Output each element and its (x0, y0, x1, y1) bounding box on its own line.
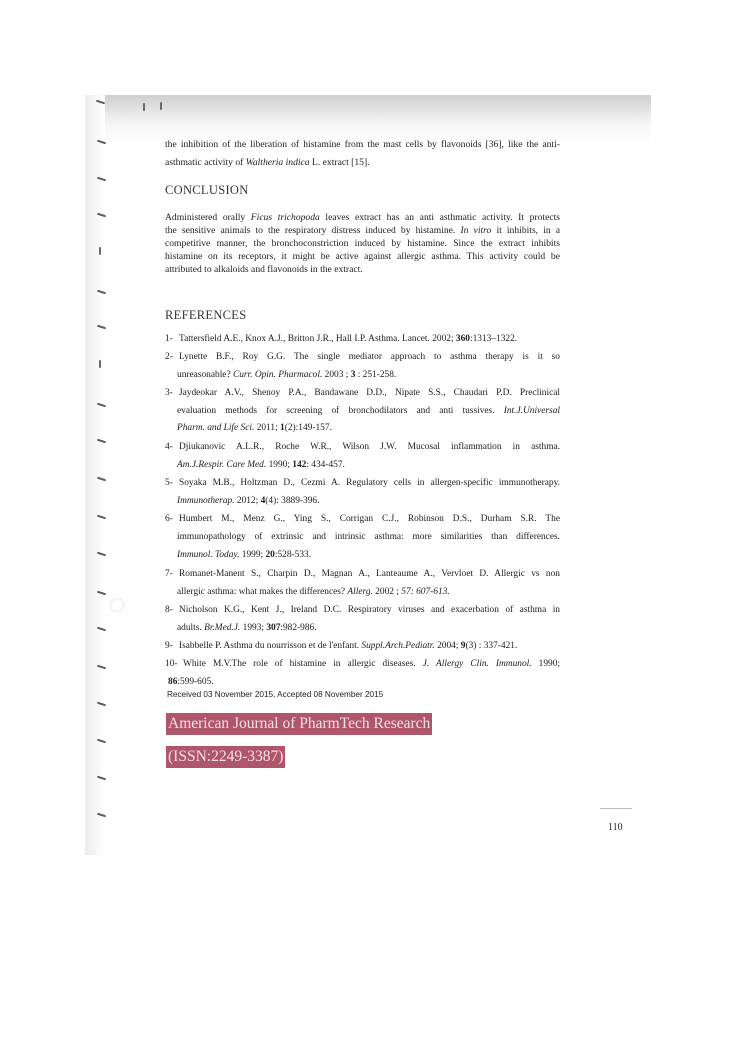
reference-5-cont: Immunotherap. 2012; 4(4): 3889-396. (177, 496, 320, 506)
issn-banner: (ISSN:2249-3387) (166, 746, 285, 768)
reference-8: 8- Nicholson K.G., Kent J., Ireland D.C. Respiratory viruses and exacerbation of asthma in (165, 605, 560, 615)
reference-2-cont: unreasonable? Curr. Opin. Pharmacol. 2003 ; 3 : 251-258. (177, 370, 397, 380)
conclusion-line-5: attributed to alkaloids and flavonoids in the extract. (165, 264, 363, 275)
conclusion-heading: CONCLUSION (165, 183, 249, 197)
received-accepted-dates: Received 03 November 2015, Accepted 08 November 2015 (167, 690, 384, 699)
journal-name-banner: American Journal of PharmTech Research (166, 713, 432, 735)
conclusion-line-4: histamine on its receptors, it might be active against allergic asthma. This activity could be (165, 251, 560, 262)
reference-6-cont-2: Immunol. Today. 1999; 20:528-533. (177, 550, 312, 560)
references-heading: REFERENCES (165, 308, 247, 322)
reference-6: 6- Humbert M., Menz G., Ying S., Corrigan C.J., Robinson D.S., Durham S.R. The (165, 514, 560, 524)
page-rule (600, 808, 632, 809)
reference-10-cont: 86:599-605. (168, 677, 214, 687)
reference-3-cont-2: Pharm. and Life Sci. 2011; 1(2):149-157. (177, 423, 332, 433)
conclusion-line-3: competitive manner, the bronchoconstriction induced by histamine. Since the extract inhibits (165, 238, 560, 249)
conclusion-line-1: Administered orally Ficus trichopoda leaves extract has an anti asthmatic activity. It protects (165, 212, 560, 223)
reference-2: 2- Lynette B.F., Roy G.G. The single mediator approach to asthma therapy is it so (165, 352, 560, 362)
scan-artifact-circle (110, 598, 124, 612)
scan-mark (160, 102, 162, 110)
reference-9: 9- Isabbelle P. Asthma du nourrisson et de l'enfant. Suppl.Arch.Pediatr. 2004; 9(3) : 337-421. (165, 641, 518, 651)
reference-1: 1- Tattersfield A.E., Knox A.J., Britton J.R., Hall I.P. Asthma. Lancet. 2002; 360:1313–1322. (165, 334, 518, 344)
page-number: 110 (608, 822, 623, 833)
reference-6-cont: immunopathology of extrinsic and intrinsic asthma: more similarities than differences. (177, 532, 560, 542)
scan-mark (99, 360, 101, 368)
intro-line-1: the inhibition of the liberation of histamine from the mast cells by flavonoids [36], like the anti- (165, 139, 560, 150)
reference-3-cont: evaluation methods for screening of bronchodilators and anti tussives. Int.J.Universal (177, 406, 560, 416)
reference-3: 3- Jaydeokar A.V., Shenoy P.A., Bandawane D.D., Nipate S.S., Chaudari P.D. Preclinical (165, 388, 560, 398)
reference-4-cont: Am.J.Respir. Care Med. 1990; 142: 434-457. (177, 460, 345, 470)
scan-mark (143, 103, 145, 111)
reference-5: 5- Soyaka M.B., Holtzman D., Cezmi A. Regulatory cells in allergen-specific immunotherapy. (165, 478, 560, 488)
scan-mark (99, 247, 101, 255)
conclusion-line-2: the sensitive animals to the respiratory distress induced by histamine. In vitro it inhibits, in a (165, 225, 561, 236)
reference-4: 4- Djiukanovic A.L.R., Roche W.R., Wilson J.W. Mucosal inflammation in asthma. (165, 442, 560, 452)
reference-10: 10- White M.V.The role of histamine in allergic diseases. J. Allergy Clin. Immunol. 1990; (165, 659, 560, 669)
reference-8-cont: adults. Br.Med.J. 1993; 307:982-986. (177, 623, 317, 633)
reference-7-cont: allergic asthma: what makes the differences? Allerg. 2002 ; 57: 607-613. (177, 587, 450, 597)
reference-7: 7- Romanet-Manent S., Charpin D., Magnan A., Lanteaume A., Vervloet D. Allergic vs non (165, 569, 560, 579)
intro-line-2: asthmatic activity of Waltheria indica L. extract [15]. (165, 157, 370, 168)
